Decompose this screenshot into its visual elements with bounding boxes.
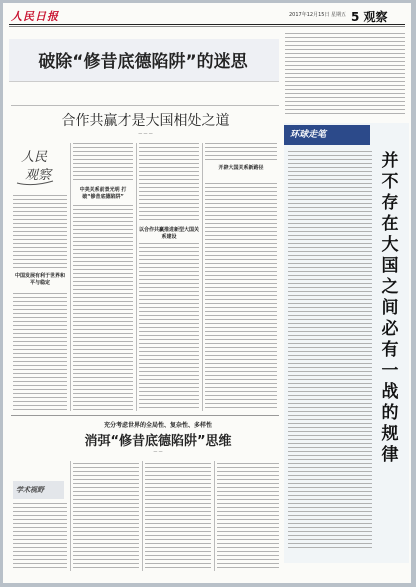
bottom-rule-2 [142,461,143,571]
column4-text-b [205,183,277,411]
lead-divider [11,105,279,106]
bottom-banner: 学术视野 [13,481,64,499]
lead-headline: 合作共赢才是大国相处之道 [61,113,230,129]
bottom-col2-text [73,463,139,569]
column1-text-b [13,293,67,411]
column2-text-b [73,205,133,411]
bottom-rule-3 [214,461,215,571]
main-banner-title: 破除“修昔底德陷阱”的迷思 [38,52,248,72]
subhead-2: 中美关系前景光明 打破“修昔底德陷阱” [79,187,127,200]
bottom-col1-text [13,503,67,569]
bottom-byline: — — [153,449,163,454]
newspaper-logo: 人民日报 [11,10,59,23]
sidebar-text [288,151,372,551]
column3-text-a [139,143,199,223]
masthead-rule-thin [9,26,405,27]
subhead-4: 开辟大国关系新路径 [218,165,264,171]
bottom-subtitle: 充分考虑世界的全局性、复杂性、多样性 [103,422,212,429]
bottom-col4-text [217,463,279,569]
svg-text:观察: 观察 [25,168,52,183]
observer-logo-icon [13,143,59,189]
section-divider [11,415,279,416]
bottom-headline: 消弭“修昔底德陷阱”思维 [84,434,232,449]
column3-text-b [139,243,199,411]
column-rule-1 [70,143,71,411]
bottom-col3-text [145,463,211,569]
masthead-rule [9,24,405,25]
column1-text-a [13,195,67,269]
newspaper-page [3,3,411,583]
sidebar-banner: 环球走笔 [284,125,370,145]
top-right-text-block [285,33,405,115]
bottom-rule-1 [70,461,71,571]
column2-text-a [73,143,133,183]
issue-date: 2017年12月15日 星期五 [289,12,347,18]
page-label [351,8,388,25]
lead-byline: — — — [138,131,153,136]
section-name: 观察 [363,10,388,24]
subhead-1: 中国发展有利于世界和平与稳定 [14,273,65,286]
column-logo [13,143,59,189]
svg-text:人民: 人民 [21,150,48,165]
subhead-3: 以合作共赢推进新型大国关系建设 [139,227,200,240]
column4-text-a [205,143,277,163]
page-number: 5 [351,10,360,24]
sidebar-title: 并不存在大国之间必有一战的规律 [381,151,399,465]
column-rule-2 [136,143,137,411]
column-rule-3 [202,143,203,411]
